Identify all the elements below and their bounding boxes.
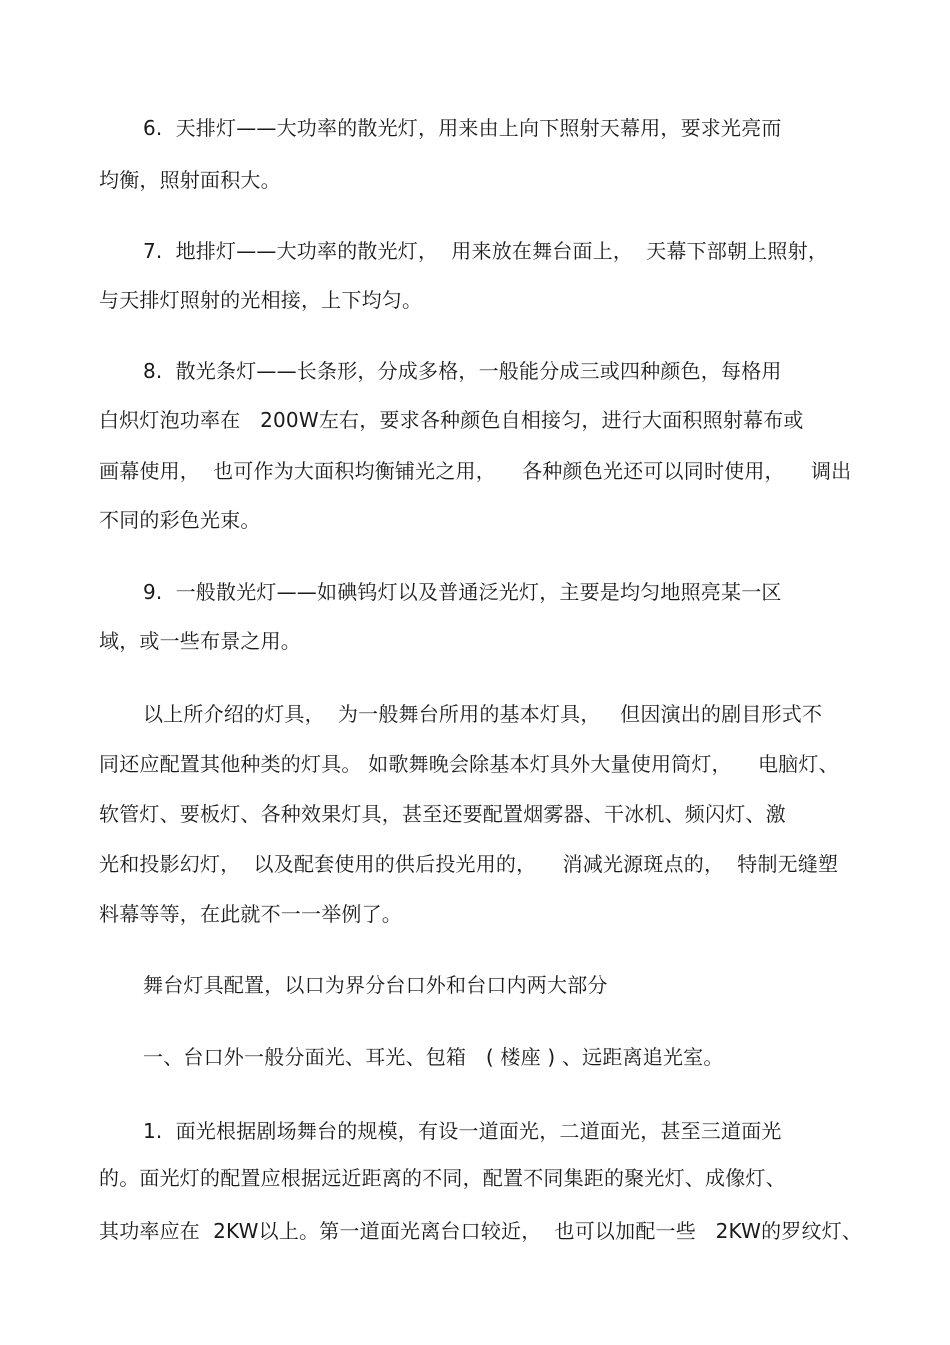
text-line: 以上所介绍的灯具， 为一般舞台所用的基本灯具， 但因演出的剧目形式不: [143, 702, 823, 726]
text-line: 不同的彩色光束。: [99, 508, 261, 532]
text-line: 白炽灯泡功率在 200W左右，要求各种颜色自相接匀，进行大面积照射幕布或: [99, 408, 804, 432]
text-line: 与天排灯照射的光相接，上下均匀。: [99, 288, 423, 312]
text-line: 6. 天排灯——大功率的散光灯，用来由上向下照射天幕用，要求光亮而: [143, 116, 782, 140]
text-line: 9. 一般散光灯——如碘钨灯以及普通泛光灯，主要是均匀地照亮某一区: [143, 580, 782, 604]
text-line: 光和投影幻灯， 以及配套使用的供后投光用的， 消减光源斑点的， 特制无缝塑: [99, 852, 839, 876]
text-line: 均衡，照射面积大。: [99, 168, 281, 192]
text-line: 的。面光灯的配置应根据远近距离的不同，配置不同集距的聚光灯、成像灯、: [99, 1166, 786, 1190]
text-line: 一、台口外一般分面光、耳光、包箱 ( 楼座 ) 、远距离追光室。: [143, 1045, 724, 1069]
text-line: 同还应配置其他种类的灯具。 如歌舞晚会除基本灯具外大量使用筒灯， 电脑灯、: [99, 752, 839, 776]
text-line: 7. 地排灯——大功率的散光灯， 用来放在舞台面上， 天幕下部朝上照射，: [143, 239, 829, 263]
text-line: 画幕使用， 也可作为大面积均衡铺光之用， 各种颜色光还可以同时使用， 调出: [99, 459, 852, 483]
text-line: 域，或一些布景之用。: [99, 629, 301, 653]
text-line: 料幕等等，在此就不一一举例了。: [99, 902, 402, 926]
text-line: 8. 散光条灯——长条形，分成多格，一般能分成三或四种颜色，每格用: [143, 359, 782, 383]
text-line: 其功率应在 2KW以上。第一道面光离台口较近， 也可以加配一些 2KW的罗纹灯、: [99, 1219, 863, 1243]
text-line: 舞台灯具配置，以口为界分台口外和台口内两大部分: [143, 973, 608, 997]
text-line: 软管灯、要板灯、各种效果灯具，甚至还要配置烟雾器、干冰机、频闪灯、激: [99, 802, 786, 826]
text-line: 1. 面光根据剧场舞台的规模，有设一道面光，二道面光，甚至三道面光: [143, 1119, 782, 1143]
